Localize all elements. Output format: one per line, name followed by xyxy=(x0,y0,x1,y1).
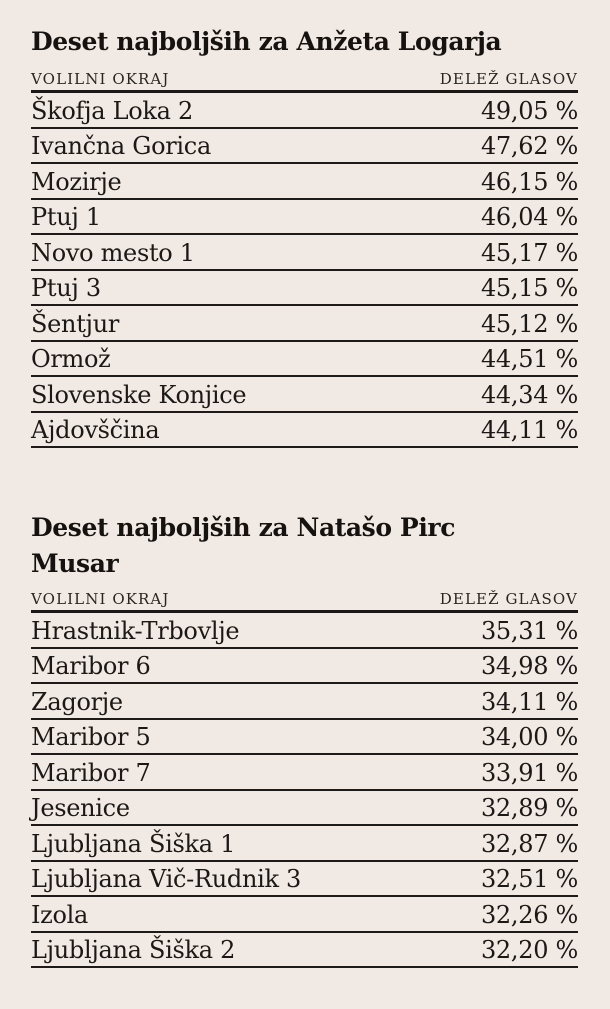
vote-share: 34,98 % xyxy=(480,652,578,681)
table-section-logar xyxy=(31,24,578,448)
table-row xyxy=(31,791,578,827)
district-name: Slovenske Konjice xyxy=(31,380,247,409)
table-header xyxy=(31,62,578,93)
vote-share: 34,00 % xyxy=(480,723,578,752)
district-name: Škofja Loka 2 xyxy=(31,96,193,125)
district-name: Ptuj 3 xyxy=(31,274,101,303)
table-row xyxy=(31,377,578,413)
district-name: Šentjur xyxy=(31,309,120,338)
district-name: Jesenice xyxy=(31,794,130,823)
table-body xyxy=(31,93,578,448)
vote-share: 45,17 % xyxy=(480,238,578,267)
district-name: Izola xyxy=(31,900,89,929)
district-name: Ljubljana Vič-Rudnik 3 xyxy=(31,865,302,894)
vote-share: 32,20 % xyxy=(480,936,578,965)
table-row xyxy=(31,755,578,791)
table-row xyxy=(31,271,578,307)
vote-share: 32,26 % xyxy=(480,900,578,929)
table-row xyxy=(31,649,578,685)
table-body xyxy=(31,613,578,968)
column-header-share: DELEŽ GLASOV xyxy=(439,590,578,608)
vote-share: 49,05 % xyxy=(480,96,578,125)
district-name: Maribor 7 xyxy=(31,758,151,787)
section-title: Deset najboljših za Anžeta Logarja xyxy=(31,27,502,56)
table-row xyxy=(31,720,578,756)
vote-share: 47,62 % xyxy=(480,132,578,161)
column-header-district: VOLILNI OKRAJ xyxy=(31,70,170,88)
vote-share: 45,15 % xyxy=(480,274,578,303)
vote-share: 45,12 % xyxy=(480,309,578,338)
vote-share: 34,11 % xyxy=(480,687,578,716)
vote-share: 46,04 % xyxy=(480,203,578,232)
district-name: Hrastnik-Trbovlje xyxy=(31,616,240,645)
vote-share: 32,87 % xyxy=(480,829,578,858)
table-row xyxy=(31,129,578,165)
table-row xyxy=(31,200,578,236)
district-name: Ljubljana Šiška 1 xyxy=(31,829,236,858)
column-header-district: VOLILNI OKRAJ xyxy=(31,590,170,608)
vote-share: 44,34 % xyxy=(480,380,578,409)
table-header xyxy=(31,582,578,613)
district-name: Maribor 6 xyxy=(31,652,151,681)
vote-share: 33,91 % xyxy=(480,758,578,787)
district-name: Novo mesto 1 xyxy=(31,238,195,267)
district-name: Ajdovščina xyxy=(31,416,160,445)
table-row xyxy=(31,235,578,271)
vote-share: 44,51 % xyxy=(480,345,578,374)
table-row xyxy=(31,826,578,862)
vote-share: 35,31 % xyxy=(480,616,578,645)
district-name: Ivančna Gorica xyxy=(31,132,211,161)
district-name: Ormož xyxy=(31,345,111,374)
vote-share: 32,89 % xyxy=(480,794,578,823)
table-row xyxy=(31,862,578,898)
table-row xyxy=(31,342,578,378)
table-row xyxy=(31,413,578,449)
column-header-share: DELEŽ GLASOV xyxy=(439,70,578,88)
table-row xyxy=(31,613,578,649)
table-row xyxy=(31,306,578,342)
table-row xyxy=(31,93,578,129)
district-name: Maribor 5 xyxy=(31,723,151,752)
district-name: Ljubljana Šiška 2 xyxy=(31,936,236,965)
table-row xyxy=(31,897,578,933)
district-name: Ptuj 1 xyxy=(31,203,101,232)
table-row xyxy=(31,684,578,720)
section-title: Deset najboljših za Natašo Pirc Musar xyxy=(31,513,456,578)
district-name: Mozirje xyxy=(31,167,122,196)
vote-share: 32,51 % xyxy=(480,865,578,894)
vote-share: 46,15 % xyxy=(480,167,578,196)
vote-share: 44,11 % xyxy=(480,416,578,445)
table-section-pirc-musar xyxy=(31,510,578,968)
table-row xyxy=(31,164,578,200)
table-row xyxy=(31,933,578,969)
district-name: Zagorje xyxy=(31,687,123,716)
